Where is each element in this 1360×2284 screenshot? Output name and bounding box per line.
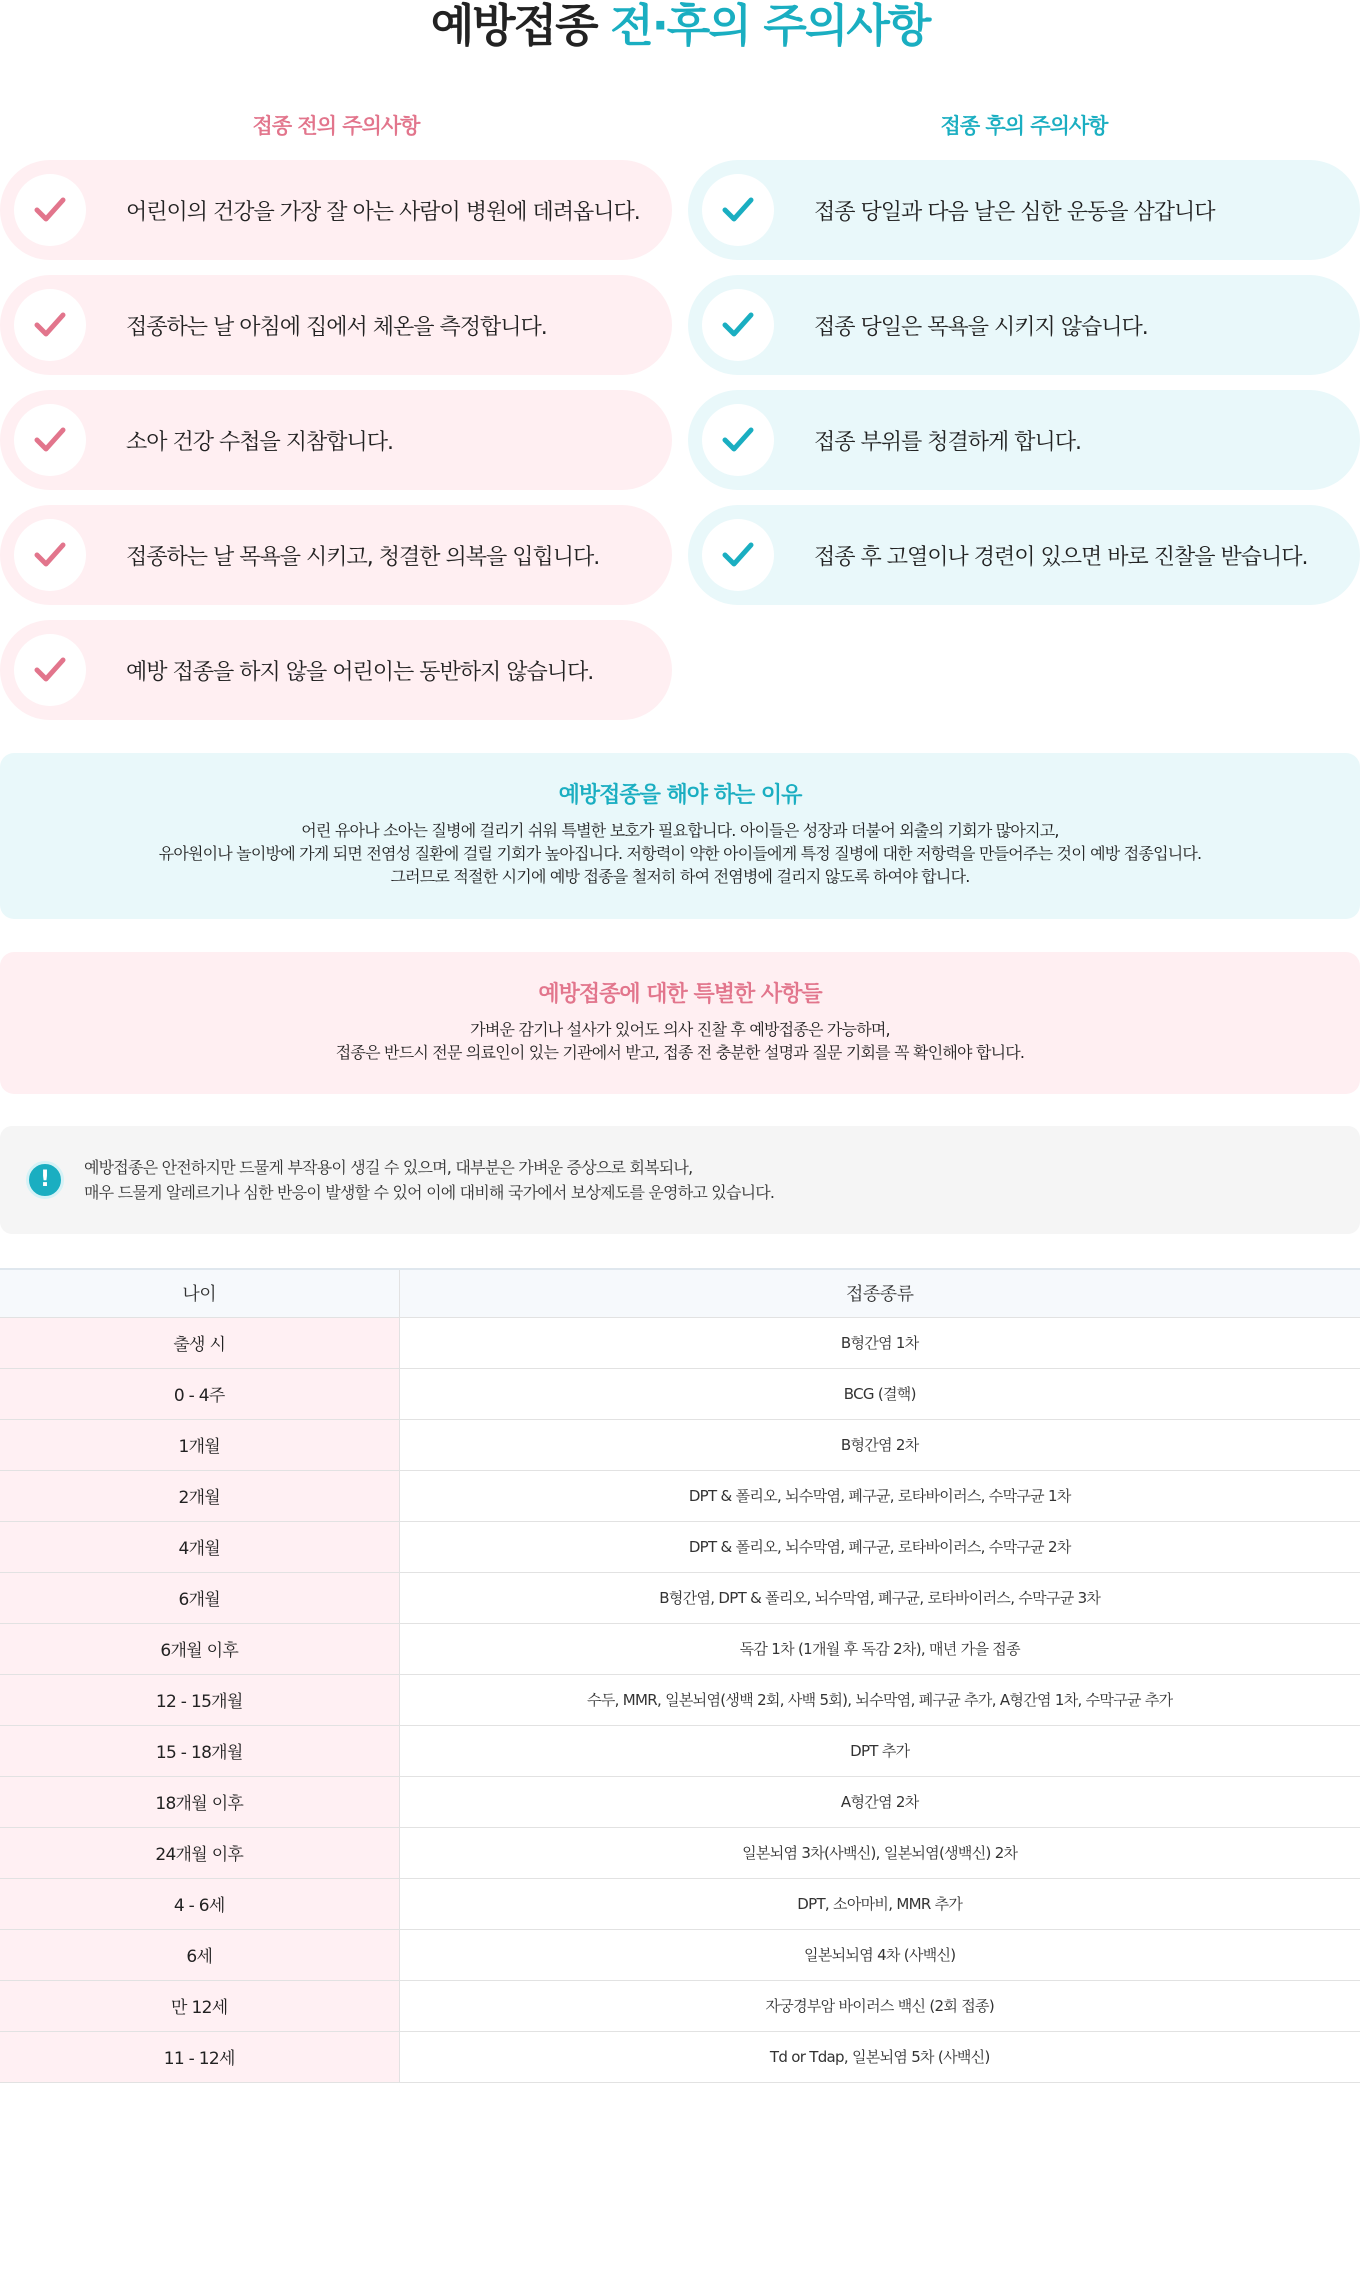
after-item	[688, 275, 1360, 375]
special-line: 가벼운 감기나 설사가 있어도 의사 진찰 후 예방접종은 가능하며,	[470, 1020, 890, 1039]
table-row	[0, 1980, 1360, 2031]
vaccine-cell: 독감 1차 (1개월 후 독감 2차), 매년 가을 접종	[399, 1623, 1360, 1674]
table-row	[0, 1317, 1360, 1368]
after-item-text: 접종 후 고열이나 경련이 있으면 바로 진찰을 받습니다.	[814, 544, 1308, 570]
table-row	[0, 1776, 1360, 1827]
vaccine-cell: DPT, 소아마비, MMR 추가	[399, 1878, 1360, 1929]
reason-box	[0, 753, 1360, 919]
reason-line: 그러므로 적절한 시기에 예방 접종을 철저히 하여 전염병에 걸리지 않도록 하여야 합니다.	[390, 867, 970, 886]
notice-line: 예방접종은 안전하지만 드물게 부작용이 생길 수 있으며, 대부분은 가벼운 증상으로 회복되나,	[84, 1158, 693, 1177]
age-cell: 1개월	[0, 1419, 399, 1470]
check-icon	[702, 289, 774, 361]
notice-box	[0, 1126, 1360, 1234]
before-title: 접종 전의 주의사항	[252, 114, 420, 138]
vaccine-cell: 자궁경부암 바이러스 백신 (2회 접종)	[399, 1980, 1360, 2031]
age-cell: 0 - 4주	[0, 1368, 399, 1419]
table-row	[0, 1419, 1360, 1470]
page-title-main: 예방접종	[430, 0, 611, 52]
reason-line: 유아원이나 놀이방에 가게 되면 전염성 질환에 걸릴 기회가 높아집니다. 저항력이 약한 아이들에게 특정 질병에 대한 저항력을 만들어주는 것이 예방 접종입니다.	[158, 844, 1202, 863]
table-row	[0, 1470, 1360, 1521]
check-icon	[702, 519, 774, 591]
check-icon	[702, 174, 774, 246]
vaccine-cell: 일본뇌뇌염 4차 (사백신)	[399, 1929, 1360, 1980]
before-item	[0, 275, 672, 375]
check-icon	[14, 289, 86, 361]
table-row	[0, 1623, 1360, 1674]
table-row	[0, 1572, 1360, 1623]
age-cell: 15 - 18개월	[0, 1725, 399, 1776]
table-row	[0, 1878, 1360, 1929]
special-title: 예방접종에 대한 특별한 사항들	[538, 982, 822, 1007]
age-cell: 24개월 이후	[0, 1827, 399, 1878]
vaccine-cell: B형간염 2차	[399, 1419, 1360, 1470]
check-icon	[14, 634, 86, 706]
age-cell: 출생 시	[0, 1317, 399, 1368]
table-row	[0, 2031, 1360, 2082]
after-item-text: 접종 당일과 다음 날은 심한 운동을 삼갑니다	[814, 199, 1215, 225]
vaccine-cell: 수두, MMR, 일본뇌염(생백 2회, 사백 5회), 뇌수막염, 폐구균 추가, A형간염 1차, 수막구균 추가	[399, 1674, 1360, 1725]
age-cell: 4 - 6세	[0, 1878, 399, 1929]
before-item	[0, 160, 672, 260]
check-icon	[14, 174, 86, 246]
before-item	[0, 505, 672, 605]
table-row	[0, 1827, 1360, 1878]
after-title: 접종 후의 주의사항	[940, 114, 1108, 138]
vaccine-cell: B형간염 1차	[399, 1317, 1360, 1368]
age-cell: 6세	[0, 1929, 399, 1980]
table-row	[0, 1929, 1360, 1980]
before-item-text: 어린이의 건강을 가장 잘 아는 사람이 병원에 데려옵니다.	[126, 199, 640, 225]
reason-title: 예방접종을 해야 하는 이유	[558, 783, 802, 808]
check-icon	[14, 519, 86, 591]
vaccine-cell: Td or Tdap, 일본뇌염 5차 (사백신)	[399, 2031, 1360, 2082]
before-item	[0, 620, 672, 720]
vaccine-cell: B형간염, DPT & 폴리오, 뇌수막염, 폐구균, 로타바이러스, 수막구균 3차	[399, 1572, 1360, 1623]
check-icon	[14, 404, 86, 476]
after-item	[688, 505, 1360, 605]
notice-line: 매우 드물게 알레르기나 심한 반응이 발생할 수 있어 이에 대비해 국가에서 보상제도를 운영하고 있습니다.	[84, 1183, 775, 1202]
header-age: 나이	[0, 1269, 399, 1317]
age-cell: 4개월	[0, 1521, 399, 1572]
table-row	[0, 1368, 1360, 1419]
after-item-text: 접종 부위를 청결하게 합니다.	[814, 429, 1081, 455]
age-cell: 6개월	[0, 1572, 399, 1623]
after-item-text: 접종 당일은 목욕을 시키지 않습니다.	[814, 314, 1148, 340]
vaccination-schedule-table	[0, 1268, 1360, 2083]
vaccine-cell: DPT & 폴리오, 뇌수막염, 폐구균, 로타바이러스, 수막구균 1차	[399, 1470, 1360, 1521]
after-item	[688, 390, 1360, 490]
age-cell: 만 12세	[0, 1980, 399, 2031]
age-cell: 12 - 15개월	[0, 1674, 399, 1725]
page-title-accent: 전·후의 주의사항	[610, 0, 930, 52]
before-item-text: 접종하는 날 아침에 집에서 체온을 측정합니다.	[126, 314, 547, 340]
exclamation-icon: !	[26, 1161, 64, 1199]
before-item-text: 소아 건강 수첩을 지참합니다.	[126, 429, 393, 455]
table-header-row	[0, 1269, 1360, 1317]
table-row	[0, 1521, 1360, 1572]
age-cell: 11 - 12세	[0, 2031, 399, 2082]
special-line: 접종은 반드시 전문 의료인이 있는 기관에서 받고, 접종 전 충분한 설명과 질문 기회를 꼭 확인해야 합니다.	[335, 1043, 1025, 1062]
table-row	[0, 1725, 1360, 1776]
vaccine-cell: 일본뇌염 3차(사백신), 일본뇌염(생백신) 2차	[399, 1827, 1360, 1878]
before-item-text: 예방 접종을 하지 않을 어린이는 동반하지 않습니다.	[126, 659, 594, 685]
page-title	[0, 0, 1360, 58]
age-cell: 2개월	[0, 1470, 399, 1521]
check-icon	[702, 404, 774, 476]
vaccine-cell: BCG (결핵)	[399, 1368, 1360, 1419]
vaccine-cell: A형간염 2차	[399, 1776, 1360, 1827]
vaccine-cell: DPT 추가	[399, 1725, 1360, 1776]
age-cell: 18개월 이후	[0, 1776, 399, 1827]
reason-line: 어린 유아나 소아는 질병에 걸리기 쉬워 특별한 보호가 필요합니다. 아이들은 성장과 더불어 외출의 기회가 많아지고,	[301, 821, 1059, 840]
age-cell: 6개월 이후	[0, 1623, 399, 1674]
after-item	[688, 160, 1360, 260]
vaccine-cell: DPT & 폴리오, 뇌수막염, 폐구균, 로타바이러스, 수막구균 2차	[399, 1521, 1360, 1572]
header-vaccine: 접종종류	[399, 1269, 1360, 1317]
special-box	[0, 952, 1360, 1094]
before-item-text: 접종하는 날 목욕을 시키고, 청결한 의복을 입힙니다.	[126, 544, 600, 570]
table-row	[0, 1674, 1360, 1725]
before-item	[0, 390, 672, 490]
